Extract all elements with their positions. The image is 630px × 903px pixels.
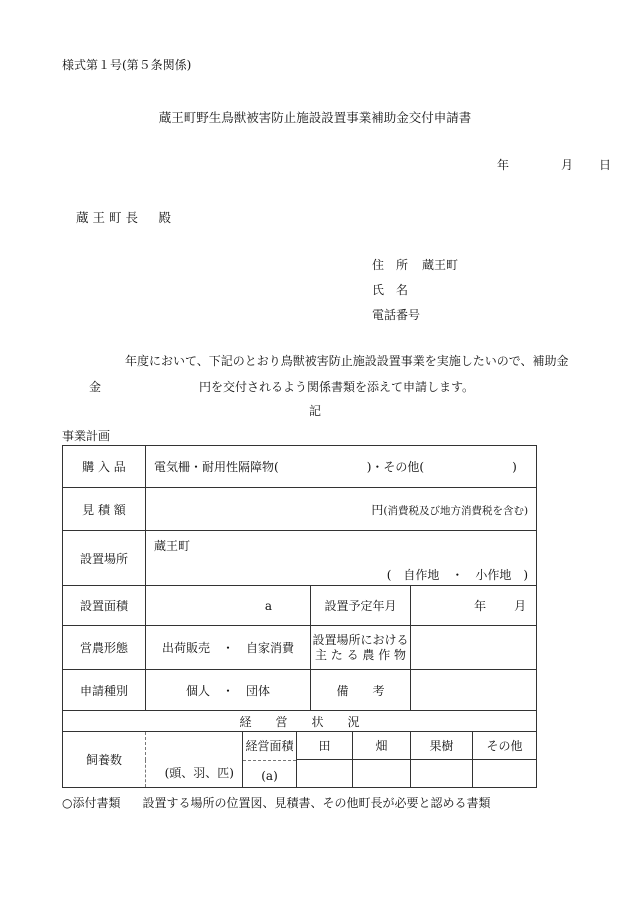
estimate-note: (消費税及び地方消費税を含む) [383,504,529,517]
field-value[interactable] [353,760,411,788]
orchard-value[interactable] [411,760,473,788]
purchase-item-3: ) [512,460,517,474]
row-management-header [63,711,537,732]
other-label: その他 [473,732,537,760]
management-area [243,732,297,788]
paddy-label: 田 [297,732,353,760]
schedule-value[interactable] [411,586,537,626]
row-farming [63,626,537,670]
paddy-value[interactable] [297,760,353,788]
attachments-label: ○添付書類 [62,796,121,810]
main-crop-label-line1: 設置場所における [312,632,409,647]
area-value[interactable] [146,586,311,626]
farming-value[interactable]: 出荷販売 ・ 自家消費 [146,626,311,670]
plan-label: 事業計画 [62,429,111,443]
applicant-phone-row [372,306,420,323]
row-applicant-type [63,670,537,711]
estimate-value[interactable] [146,488,537,531]
main-crop-value[interactable] [411,626,537,670]
other-value[interactable] [473,760,537,788]
main-crop-label-line2: 主 た る 農 作 物 [314,647,407,662]
remarks-value[interactable] [411,670,537,711]
purchase-value[interactable] [146,446,537,488]
area-label: 設置面積 [63,586,146,626]
date-line [497,156,611,173]
location-town: 蔵王町 [154,539,191,553]
location-label: 設置場所 [63,531,146,586]
document-title: 蔵王町野生鳥獣被害防止施設設置事業補助金交付申請書 [158,110,472,125]
applicant-name-row [372,281,408,298]
purchase-item-2: )・その他( [366,460,425,474]
estimate-label: 見 積 額 [63,488,146,531]
livestock-unit: (頭、羽、匹) [164,766,234,780]
schedule-year: 年 [474,599,487,613]
row-location [63,531,537,586]
estimate-yen: 円 [371,502,384,517]
location-choice: ( 自作地 ・ 小作地 ) [386,568,529,582]
body-line-1: 年度において、下記のとおり鳥獣被害防止施設設置事業を実施したいので、補助金 [125,354,569,368]
date-day: 日 [599,158,612,172]
schedule-label: 設置予定年月 [311,586,411,626]
business-plan-table [62,445,537,788]
applicant-type-value[interactable]: 個人 ・ 団体 [146,670,311,711]
applicant-address-row [372,256,458,273]
row-purchase [63,446,537,488]
main-crop-label [311,626,411,670]
livestock-label: 飼養数 [63,732,146,788]
row-area [63,586,537,626]
amount-suffix: 円を交付されるよう関係書類を添えて申請します。 [199,380,475,394]
addressee: 蔵王町長 殿 [76,210,176,225]
management-area-label: 経営面積 [243,732,296,761]
row-estimate [63,488,537,531]
phone-label: 電話番号 [372,308,421,322]
attachments-text: 設置する場所の位置図、見積書、その他町長が必要と認める書類 [142,796,491,810]
ki-mark: 記 [308,404,321,418]
management-area-unit: (a) [261,769,278,783]
applicant-type-label: 申請種別 [63,670,146,711]
purchase-item-1: 電気柵・耐用性隔障物( [154,460,279,474]
area-unit: a [264,598,272,613]
schedule-month: 月 [514,599,527,613]
body-line-2 [89,378,474,395]
address-value: 蔵王町 [422,258,459,272]
row-management-top [63,732,537,760]
form-number: 様式第１号(第５条関係) [62,58,192,72]
purchase-label: 購 入 品 [63,446,146,488]
name-label: 氏 名 [372,283,409,297]
orchard-label: 果樹 [411,732,473,760]
livestock-value[interactable] [146,732,243,788]
location-value[interactable] [146,531,537,586]
amount-prefix: 金 [89,380,102,394]
date-year: 年 [497,158,510,172]
field-label: 畑 [353,732,411,760]
date-month: 月 [561,158,574,172]
address-label: 住 所 [372,258,409,272]
remarks-label: 備 考 [311,670,411,711]
attachments-line [62,794,491,811]
management-header: 経 営 状 況 [63,711,537,732]
farming-label: 営農形態 [63,626,146,670]
